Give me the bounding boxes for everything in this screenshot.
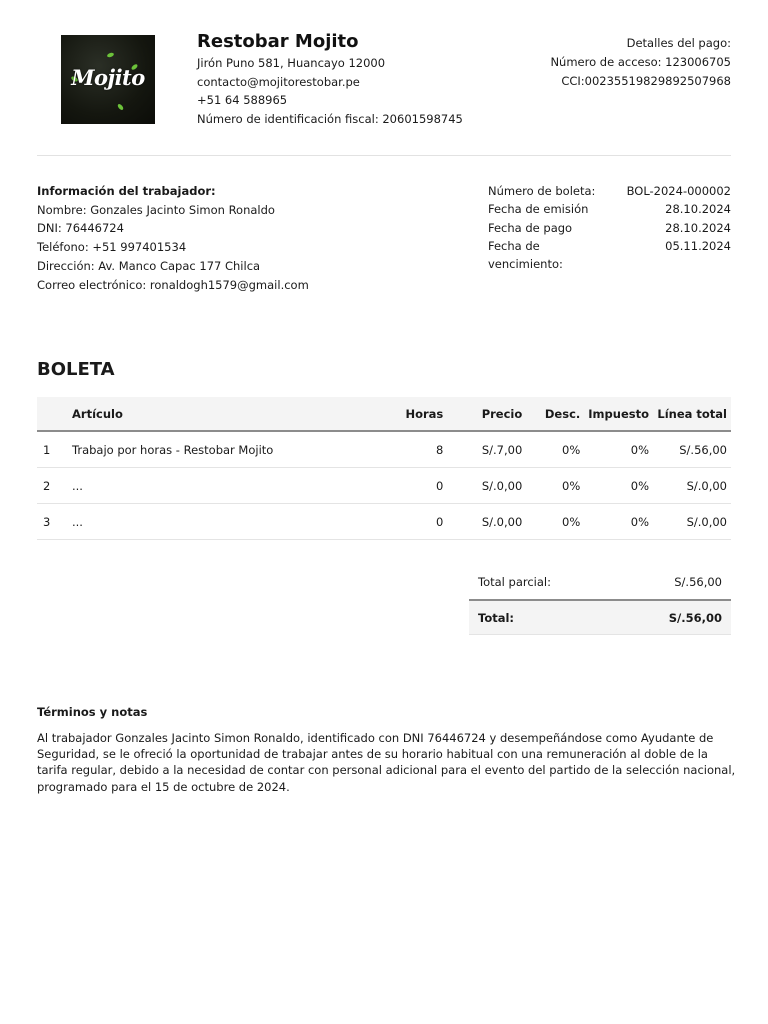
company-tax-id: Número de identificación fiscal: 20601598745 bbox=[197, 112, 463, 127]
row-discount: 0% bbox=[526, 431, 584, 468]
row-number: 2 bbox=[37, 468, 68, 504]
row-hours: 0 bbox=[379, 468, 447, 504]
subtotal-label: Total parcial: bbox=[469, 564, 616, 600]
row-hours: 8 bbox=[379, 431, 447, 468]
row-line-total: S/.0,00 bbox=[653, 468, 731, 504]
issue-date-label: Fecha de emisión bbox=[488, 202, 589, 217]
totals-table bbox=[469, 564, 731, 635]
header-divider bbox=[37, 155, 731, 156]
worker-phone: Teléfono: +51 997401534 bbox=[37, 240, 187, 255]
row-line-total: S/.56,00 bbox=[653, 431, 731, 468]
row-tax: 0% bbox=[584, 468, 653, 504]
total-label: Total: bbox=[469, 600, 616, 635]
row-line-total: S/.0,00 bbox=[653, 504, 731, 540]
company-email: contacto@mojitorestobar.pe bbox=[197, 74, 360, 89]
company-address: Jirón Puno 581, Huancayo 12000 bbox=[197, 56, 386, 70]
leaf-decoration-icon bbox=[107, 52, 115, 58]
logo-wordmark: Mojito bbox=[71, 65, 145, 90]
company-name: Restobar Mojito bbox=[197, 31, 359, 52]
subtotal-value: S/.56,00 bbox=[616, 564, 731, 600]
worker-dni: DNI: 76446724 bbox=[37, 221, 124, 236]
company-phone: +51 64 588965 bbox=[197, 93, 288, 108]
payment-date-value: 28.10.2024 bbox=[665, 220, 731, 235]
worker-info-heading: Información del trabajador: bbox=[37, 184, 216, 198]
row-price: S/.7,00 bbox=[447, 431, 526, 468]
issue-date-value: 28.10.2024 bbox=[665, 202, 731, 217]
meta-row-receipt-number bbox=[488, 182, 731, 200]
payment-date-label: Fecha de pago bbox=[488, 220, 573, 235]
worker-address: Dirección: Av. Manco Capac 177 Chilca bbox=[37, 258, 261, 273]
row-price: S/.0,00 bbox=[447, 504, 526, 540]
payment-details bbox=[550, 34, 731, 91]
payment-access-number: Número de acceso: 123006705 bbox=[550, 55, 731, 69]
notes-body: Al trabajador Gonzales Jacinto Simon Ronaldo, identificado con DNI 76446724 y desempeñándose como Ayudante de Seguridad, se le ofreció la oportunidad de trabajar antes de su horario habitual con una remuneración al doble de la tarifa regular, debido a la necesidad de contar con personal adicional para el evento del partido de la selección nacional, programado para el 15 de octubre de 2024. bbox=[37, 731, 736, 794]
row-discount: 0% bbox=[526, 468, 584, 504]
meta-row-issue-date bbox=[488, 200, 731, 218]
row-price: S/.0,00 bbox=[447, 468, 526, 504]
receipt-number-label: Número de boleta: bbox=[488, 184, 596, 198]
items-table-header bbox=[37, 397, 731, 431]
leaf-decoration-icon bbox=[117, 103, 125, 111]
total-row bbox=[469, 600, 731, 635]
col-price: Precio bbox=[447, 397, 526, 431]
row-article: Trabajo por horas - Restobar Mojito bbox=[68, 431, 379, 468]
subtotal-row bbox=[469, 564, 731, 600]
payment-details-title: Detalles del pago: bbox=[626, 36, 731, 50]
items-table bbox=[37, 397, 731, 540]
receipt-meta bbox=[488, 182, 731, 273]
row-number: 3 bbox=[37, 504, 68, 540]
col-number bbox=[37, 397, 68, 431]
document-title: BOLETA bbox=[37, 359, 115, 380]
meta-row-payment-date bbox=[488, 219, 731, 237]
row-discount: 0% bbox=[526, 504, 584, 540]
col-article: Artículo bbox=[68, 397, 379, 431]
row-hours: 0 bbox=[379, 504, 447, 540]
row-tax: 0% bbox=[584, 431, 653, 468]
col-tax: Impuesto bbox=[584, 397, 653, 431]
company-logo bbox=[61, 35, 155, 124]
worker-name: Nombre: Gonzales Jacinto Simon Ronaldo bbox=[37, 202, 275, 217]
receipt-number-value: BOL-2024-000002 bbox=[626, 184, 731, 198]
company-info bbox=[197, 30, 463, 129]
row-article: ... bbox=[68, 468, 379, 504]
col-hours: Horas bbox=[379, 397, 447, 431]
due-date-value: 05.11.2024 bbox=[665, 238, 731, 253]
worker-info bbox=[37, 182, 309, 294]
table-row bbox=[37, 504, 731, 540]
row-number: 1 bbox=[37, 431, 68, 468]
row-tax: 0% bbox=[584, 504, 653, 540]
table-row bbox=[37, 431, 731, 468]
notes-title: Términos y notas bbox=[37, 705, 148, 719]
meta-row-due-date bbox=[488, 237, 731, 274]
worker-email: Correo electrónico: ronaldogh1579@gmail.com bbox=[37, 277, 309, 292]
col-line-total: Línea total bbox=[653, 397, 731, 431]
due-date-label: Fecha de vencimiento: bbox=[488, 238, 563, 272]
col-discount: Desc. bbox=[526, 397, 584, 431]
table-row bbox=[37, 468, 731, 504]
row-article: ... bbox=[68, 504, 379, 540]
payment-cci: CCI:00235519829892507968 bbox=[561, 74, 731, 88]
total-value: S/.56,00 bbox=[616, 600, 731, 635]
